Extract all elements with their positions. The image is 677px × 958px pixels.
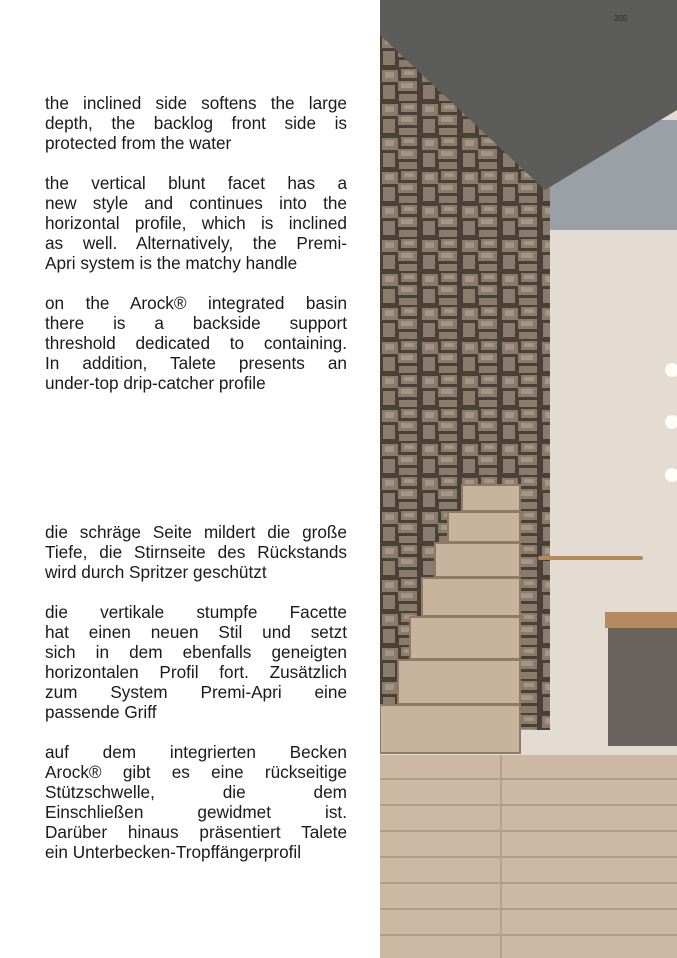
text-line: depth, the backlog front side is: [45, 113, 347, 133]
text-line: Stützschwelle, die dem: [45, 782, 347, 802]
text-line: the vertical blunt facet has a: [45, 173, 347, 193]
towel-bar: [538, 556, 643, 560]
wood-floor: [380, 755, 677, 958]
text-line: as well. Alternatively, the Premi-: [45, 233, 347, 253]
paragraph: [45, 602, 347, 722]
text-line: sich in dem ebenfalls geneigten: [45, 642, 347, 662]
text-line: wird durch Spritzer geschützt: [45, 562, 267, 582]
text-line: new style and continues into the: [45, 193, 347, 213]
paragraph: [45, 173, 347, 273]
text-line: threshold dedicated to containing.: [45, 333, 347, 353]
text-line: die schräge Seite mildert die große: [45, 522, 347, 542]
text-line: horizontal profile, which is inclined: [45, 213, 347, 233]
paragraph: [45, 93, 347, 153]
text-line: Einschließen gewidmet ist.: [45, 802, 347, 822]
text-line: on the Arock® integrated basin: [45, 293, 347, 313]
text-line: In addition, Talete presents an: [45, 353, 347, 373]
paragraph: [45, 522, 347, 582]
paragraph: [45, 293, 347, 393]
text-line: auf dem integrierten Becken: [45, 742, 347, 762]
text-line: horizontalen Profil fort. Zusätzlich: [45, 662, 347, 682]
text-line: Arock® gibt es eine rückseitige: [45, 762, 347, 782]
text-line: die vertikale stumpfe Facette: [45, 602, 347, 622]
text-line: Apri system is the matchy handle: [45, 253, 298, 273]
cabinet: [608, 628, 677, 746]
text-line: passende Griff: [45, 702, 157, 722]
text-line: hat einen neuen Stil und setzt: [45, 622, 347, 642]
text-line: zum System Premi-Apri eine: [45, 682, 347, 702]
english-text: [45, 93, 347, 393]
text-line: there is a backside support: [45, 313, 347, 333]
text-line: Tiefe, die Stirnseite des Rückstands: [45, 542, 347, 562]
german-text: [45, 522, 347, 862]
text-line: ein Unterbecken-Tropffängerprofil: [45, 842, 302, 862]
text-line: under-top drip-catcher profile: [45, 373, 266, 393]
paragraph: [45, 742, 347, 862]
text-line: the inclined side softens the large: [45, 93, 347, 113]
page-number: 305: [614, 14, 628, 23]
bathroom-photo: [380, 0, 677, 958]
text-line: Darüber hinaus präsentiert Talete: [45, 822, 347, 842]
text-line: protected from the water: [45, 133, 232, 153]
